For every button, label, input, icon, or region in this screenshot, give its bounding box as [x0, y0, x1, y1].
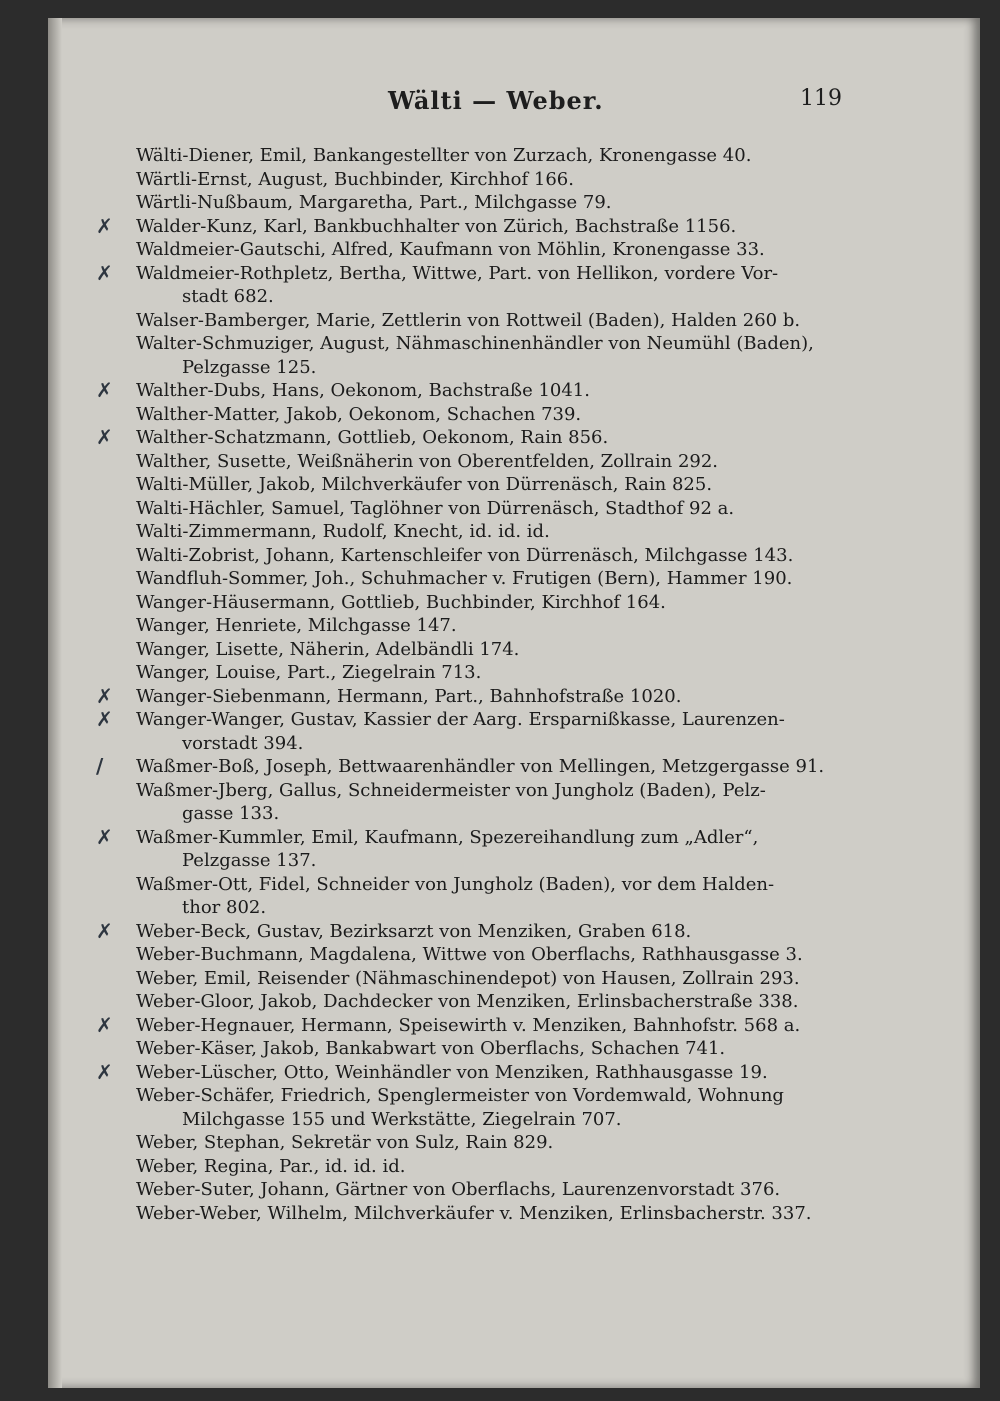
entry-line: Weber-Hegnauer, Hermann, Speisewirth v. Menziken, Bahnhofstr. 568 a. [136, 1014, 801, 1036]
handwritten-mark-icon: ✗ [96, 918, 113, 943]
handwritten-mark-icon: ✗ [96, 683, 113, 708]
directory-entry [116, 168, 856, 192]
directory-entry [116, 309, 856, 333]
directory-entry [116, 591, 856, 615]
directory-entry [96, 683, 856, 709]
directory-entry [116, 497, 856, 521]
handwritten-mark-icon: ✗ [96, 425, 113, 449]
directory-entry [116, 238, 856, 262]
entry-line: Wanger, Louise, Part., Ziegelrain 713. [136, 662, 482, 683]
entry-line: Weber-Lüscher, Otto, Weinhändler von Menziken, Rathhausgasse 19. [136, 1061, 768, 1083]
handwritten-mark-icon: ✗ [96, 1059, 113, 1084]
entry-line: Wanger-Wanger, Gustav, Kassier der Aarg. Ersparnißkasse, Laurenzen- [136, 709, 785, 730]
directory-entry [116, 144, 856, 168]
entry-line: Weber-Käser, Jakob, Bankabwart von Oberflachs, Schachen 741. [136, 1038, 726, 1059]
directory-entry [116, 544, 856, 568]
handwritten-mark-icon: ✗ [96, 260, 113, 285]
entry-line: Weber-Gloor, Jakob, Dachdecker von Menziken, Erlinsbacherstraße 338. [136, 991, 799, 1012]
entry-line: Walther-Dubs, Hans, Oekonom, Bachstraße 1041. [136, 380, 590, 401]
entry-line: Walther, Susette, Weißnäherin von Oberentfelden, Zollrain 292. [136, 450, 719, 472]
directory-entry [96, 707, 856, 755]
directory-entry [116, 779, 856, 826]
directory-entry [96, 1059, 856, 1085]
entry-line: Weber, Regina, Par., id. id. id. [136, 1155, 406, 1177]
entry-line: Weber-Weber, Wilhelm, Milchverkäufer v. Menziken, Erlinsbacherstr. 337. [136, 1202, 812, 1224]
directory-entry [96, 824, 856, 873]
directory-entry [116, 520, 856, 544]
entry-line: Weber-Buchmann, Magdalena, Wittwe von Oberflachs, Rathhausgasse 3. [136, 944, 803, 965]
directory-entry [116, 661, 856, 685]
entry-line: Wandfluh-Sommer, Joh., Schuhmacher v. Frutigen (Bern), Hammer 190. [136, 568, 793, 589]
entry-line: Wanger-Häusermann, Gottlieb, Buchbinder, Kirchhof 164. [136, 591, 666, 613]
entry-line: Weber, Stephan, Sekretär von Sulz, Rain 829. [136, 1132, 554, 1153]
directory-entry [116, 450, 856, 474]
handwritten-mark-icon: / [96, 754, 104, 778]
entry-continuation-line: stadt 682. [182, 286, 274, 307]
entry-line: Walti-Hächler, Samuel, Taglöhner von Dürrenäsch, Stadthof 92 a. [136, 497, 735, 519]
entry-continuation-line: Milchgasse 155 und Werkstätte, Ziegelrain 707. [182, 1108, 622, 1130]
entry-line: Wanger-Siebenmann, Hermann, Part., Bahnhofstraße 1020. [136, 685, 682, 707]
entry-line: Waldmeier-Rothpletz, Bertha, Wittwe, Part. von Hellikon, vordere Vor- [136, 262, 779, 284]
running-head: Wälti — Weber. [388, 86, 604, 115]
directory-entry [116, 191, 856, 215]
entry-continuation-line: thor 802. [182, 897, 267, 918]
directory-entry [116, 1155, 856, 1179]
entry-line: Walti-Zobrist, Johann, Kartenschleifer von Dürrenäsch, Milchgasse 143. [136, 544, 794, 566]
directory-entry [96, 213, 856, 239]
directory-entry [96, 260, 856, 309]
entry-line: Walti-Müller, Jakob, Milchverkäufer von Dürrenäsch, Rain 825. [136, 474, 713, 495]
directory-entry [116, 473, 856, 497]
directory-page [48, 18, 980, 1388]
entry-line: Walther-Schatzmann, Gottlieb, Oekonom, Rain 856. [136, 427, 609, 448]
entry-line: Walser-Bamberger, Marie, Zettlerin von Rottweil (Baden), Halden 260 b. [136, 309, 801, 331]
entry-continuation-line: gasse 133. [182, 803, 280, 824]
directory-entry [116, 1178, 856, 1202]
entry-line: Waßmer-Boß, Joseph, Bettwaarenhändler von Mellingen, Metzgergasse 91. [136, 756, 825, 777]
handwritten-mark-icon: ✗ [96, 707, 113, 731]
directory-entry [96, 1012, 856, 1038]
entry-line: Wärtli-Ernst, August, Buchbinder, Kirchhof 166. [136, 168, 574, 190]
entry-line: Walder-Kunz, Karl, Bankbuchhalter von Zürich, Bachstraße 1156. [136, 215, 737, 237]
handwritten-mark-icon: ✗ [96, 824, 113, 849]
directory-entry [116, 990, 856, 1014]
directory-entry [96, 378, 856, 403]
entry-continuation-line: Pelzgasse 125. [182, 356, 317, 378]
directory-entry [116, 567, 856, 591]
handwritten-mark-icon: ✗ [96, 213, 113, 238]
handwritten-mark-icon: ✗ [96, 378, 113, 402]
entry-line: Wälti-Diener, Emil, Bankangestellter von Zurzach, Kronengasse 40. [136, 145, 752, 166]
directory-entry [96, 754, 856, 779]
page-number: 119 [800, 86, 842, 111]
entry-line: Waßmer-Kummler, Emil, Kaufmann, Spezereihandlung zum „Adler“, [136, 826, 759, 848]
entry-line: Weber, Emil, Reisender (Nähmaschinendepot) von Hausen, Zollrain 293. [136, 967, 800, 989]
directory-entry [116, 1202, 856, 1226]
entry-line: Wärtli-Nußbaum, Margaretha, Part., Milchgasse 79. [136, 192, 612, 213]
entry-line: Walter-Schmuziger, August, Nähmaschinenhändler von Neumühl (Baden), [136, 333, 814, 354]
entry-line: Waßmer-Ott, Fidel, Schneider von Jungholz (Baden), vor dem Halden- [136, 873, 775, 895]
entry-line: Walther-Matter, Jakob, Oekonom, Schachen 739. [136, 403, 582, 425]
directory-entry [116, 1084, 856, 1131]
directory-entry [116, 1131, 856, 1155]
page-header [48, 86, 980, 126]
entry-line: Weber-Beck, Gustav, Bezirksarzt von Menziken, Graben 618. [136, 920, 692, 942]
directory-entry [116, 943, 856, 967]
directory-entries [96, 144, 856, 1225]
entry-line: Wanger, Henriete, Milchgasse 147. [136, 615, 457, 636]
directory-entry [116, 403, 856, 427]
entry-line: Weber-Schäfer, Friedrich, Spenglermeister von Vordemwald, Wohnung [136, 1085, 784, 1106]
directory-entry [116, 967, 856, 991]
directory-entry [116, 638, 856, 662]
book-gutter [48, 18, 62, 1388]
handwritten-mark-icon: ✗ [96, 1012, 113, 1037]
directory-entry [116, 1037, 856, 1061]
entry-continuation-line: Pelzgasse 137. [182, 850, 317, 871]
entry-line: Wanger, Lisette, Näherin, Adelbändli 174. [136, 638, 520, 660]
directory-entry [116, 873, 856, 920]
entry-line: Waßmer-Jberg, Gallus, Schneidermeister von Jungholz (Baden), Pelz- [136, 779, 766, 801]
entry-line: Weber-Suter, Johann, Gärtner von Oberflachs, Laurenzenvorstadt 376. [136, 1179, 781, 1200]
directory-entry [116, 614, 856, 638]
directory-entry [96, 918, 856, 944]
directory-entry [96, 425, 856, 450]
entry-continuation-line: vorstadt 394. [182, 732, 304, 754]
entry-line: Waldmeier-Gautschi, Alfred, Kaufmann von Möhlin, Kronengasse 33. [136, 239, 765, 260]
entry-line: Walti-Zimmermann, Rudolf, Knecht, id. id. id. [136, 521, 550, 542]
directory-entry [116, 332, 856, 379]
